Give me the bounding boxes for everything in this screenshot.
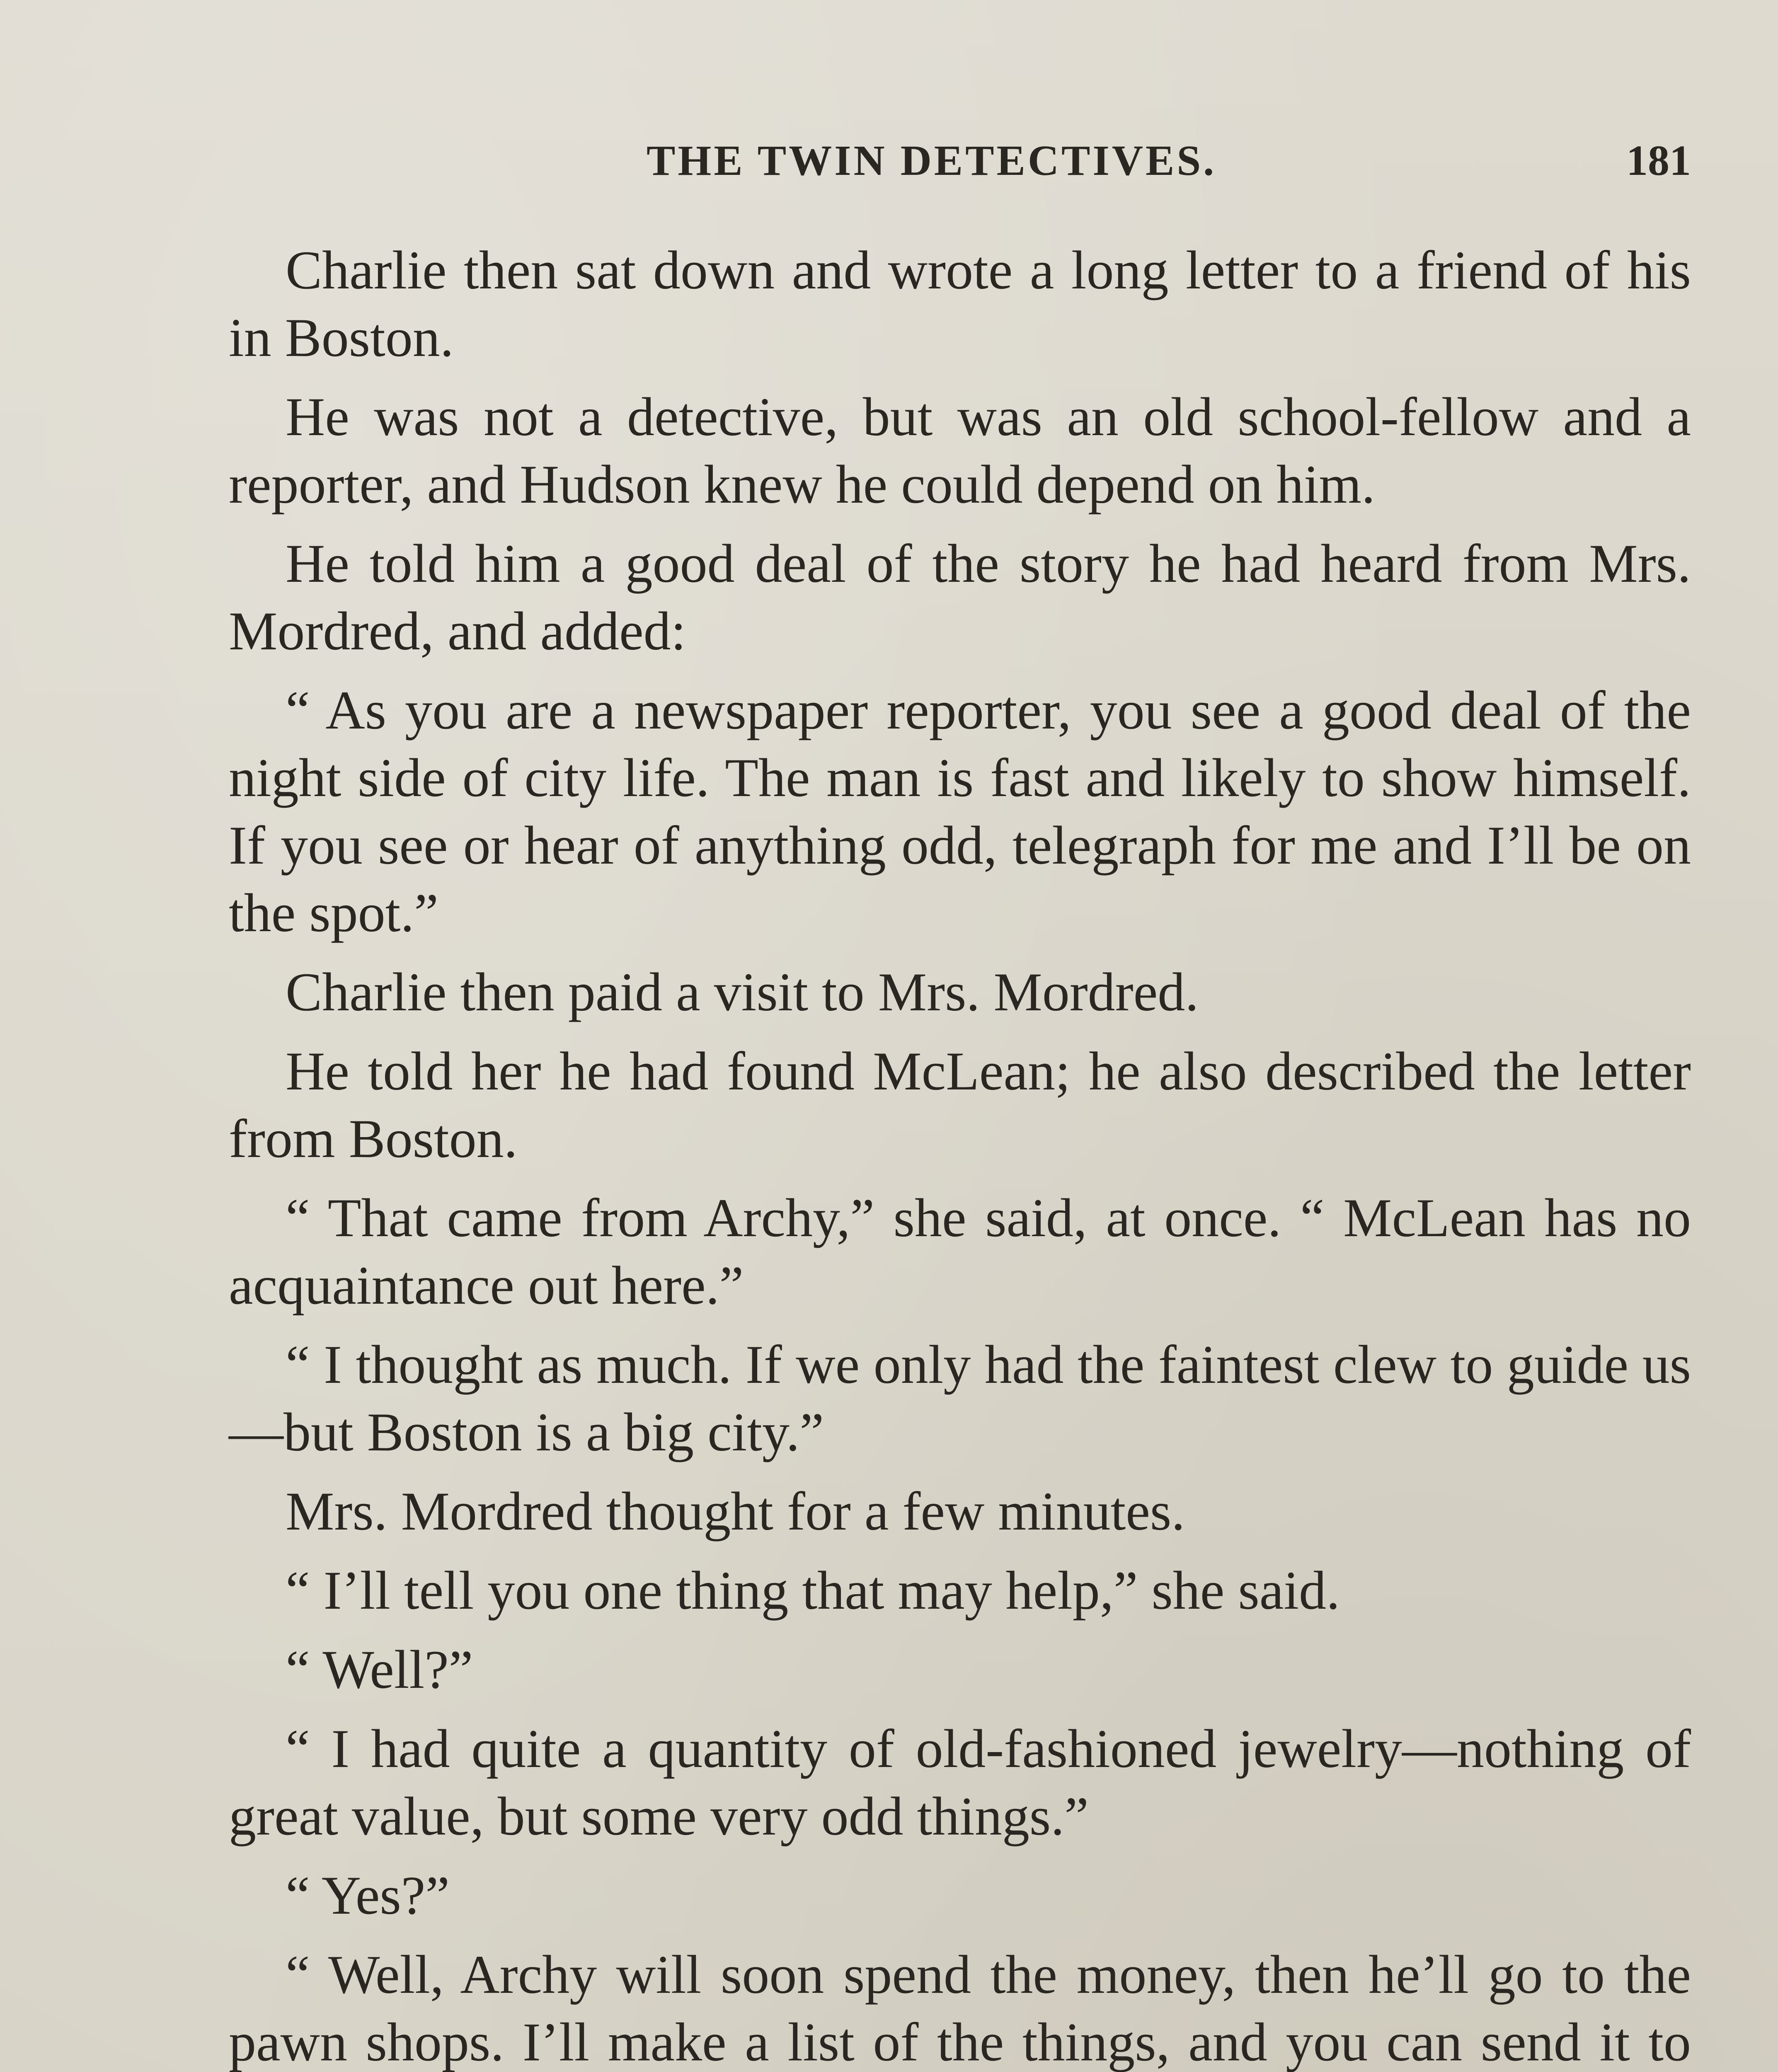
body-text: [229, 236, 1691, 2072]
paragraph: “ I had quite a quantity of old-fashioned jewelry—nothing of great value, but some very odd things.”: [229, 1718, 1691, 1847]
paragraph: “ As you are a newspaper reporter, you see a good deal of the night side of city life. The man is fast and likely to show himself. If you see or hear of anything odd, telegraph for me and I’ll be on the spot.”: [229, 680, 1691, 943]
paragraph: Charlie then sat down and wrote a long letter to a friend of his in Boston.: [229, 240, 1691, 368]
paragraph: “ Well, Archy will soon spend the money, then he’ll go to the pawn shops. I’ll make a list of the things, and you can send it to: [229, 1944, 1691, 2072]
paragraph: “ I’ll tell you one thing that may help,” she said.: [286, 1560, 1340, 1621]
paragraph: Mrs. Mordred thought for a few minutes.: [286, 1481, 1185, 1542]
page-header: [228, 133, 1691, 195]
paragraph: He was not a detective, but was an old school-fellow and a reporter, and Hudson knew he could depend on him.: [229, 386, 1691, 515]
paragraph: “ That came from Archy,” she said, at once. “ McLean has no acquaintance out here.”: [229, 1187, 1691, 1316]
running-title: THE TWIN DETECTIVES.: [647, 137, 1217, 184]
paragraph: He told him a good deal of the story he had heard from Mrs. Mordred, and added:: [229, 533, 1691, 661]
paragraph: “ I thought as much. If we only had the faintest clew to guide us—but Boston is a big city.”: [229, 1334, 1691, 1462]
paragraph: “ Yes?”: [286, 1865, 450, 1926]
page-number: 181: [1626, 137, 1691, 184]
paragraph: Charlie then paid a visit to Mrs. Mordred.: [286, 961, 1199, 1022]
paragraph: He told her he had found McLean; he also described the letter from Boston.: [229, 1041, 1691, 1169]
paragraph: “ Well?”: [286, 1639, 473, 1700]
